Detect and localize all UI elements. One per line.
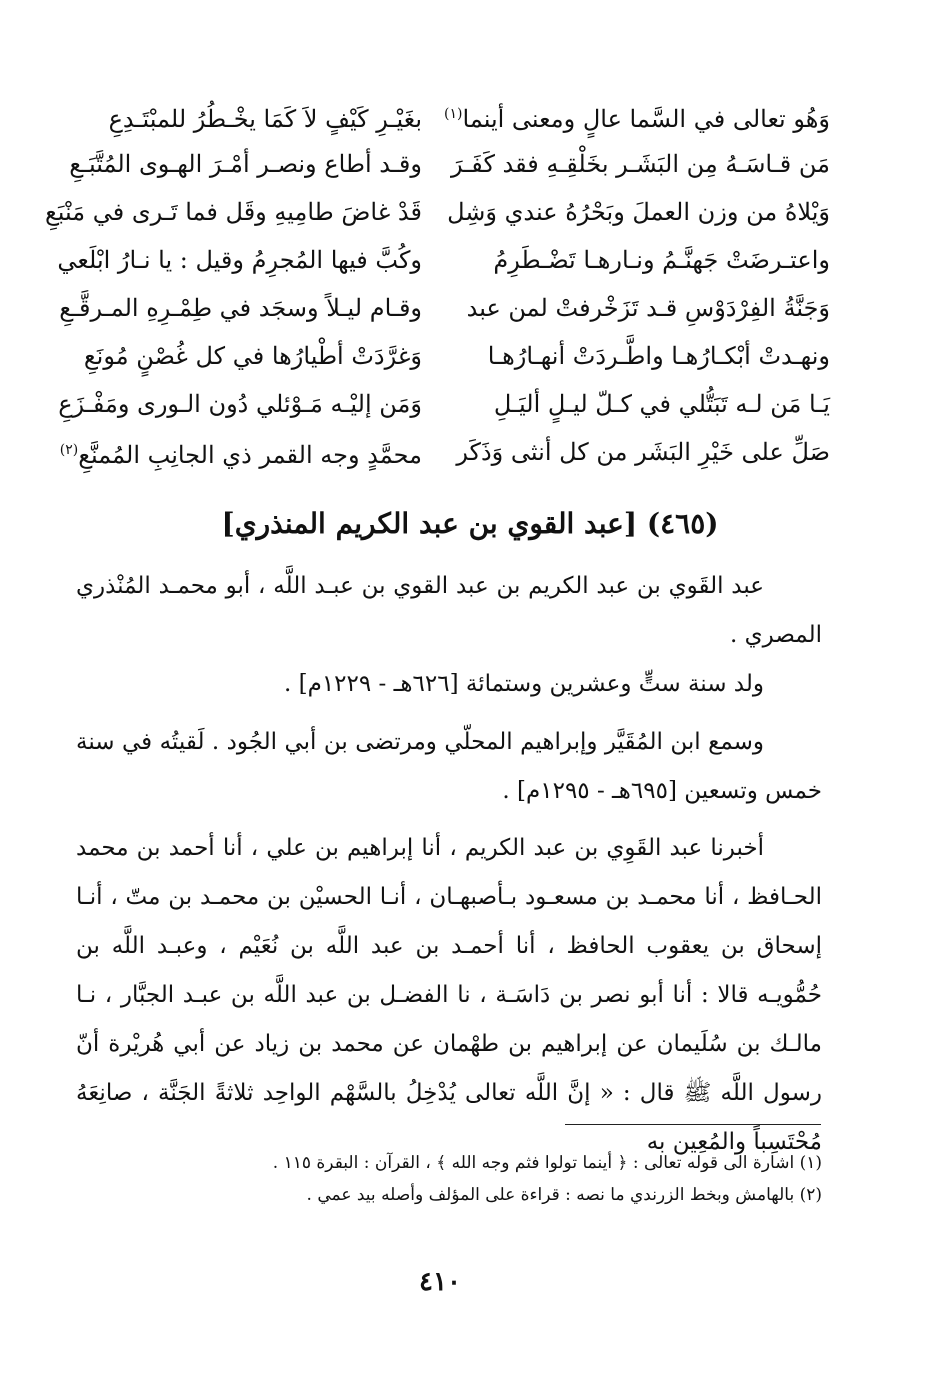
poem-right-hemistich: [478, 380, 830, 428]
poem-left-hemistich: [70, 332, 422, 380]
verse-text: واعتـرضَتْ جَهنَّـمُ ونـارهـا تَضْـطَرِمُ: [493, 246, 830, 274]
verse-text: قَدْ غاضَ طامِيهِ وقَل فما تَـرى في مَنْبَعِ: [45, 198, 422, 226]
poem-verse: [70, 140, 830, 188]
footnote-divider: [565, 1124, 821, 1125]
poem-verse: [59, 284, 830, 332]
paragraph-birth: ولد سنة ستٍّ وعشرين وستمائة [٦٢٦هـ - ١٢٢٩م] .: [283, 671, 764, 697]
poem-right-hemistich: [456, 428, 830, 476]
paragraph-teachers: وسمع ابن المُقَيَّر وإبراهيم المحلّي ومرتضى بن أبي الجُود . لَقيتُه في سنة خمس وتسعين [٦٩٥هـ - ١٢٩٥م] .: [76, 729, 822, 804]
verse-text: بغَيْـرِ كَيْفٍ لاَ كَمَا يخْـطُرُ للمبْتَـدِعِ: [108, 104, 422, 133]
poem-verse: [59, 428, 830, 476]
footnote-marker: (٢): [59, 441, 79, 458]
poem-verse: [58, 380, 830, 428]
verse-text: وقـام ليـلاً وسجَد في طِمْـرِهِ المـرقَّـعِ: [59, 294, 422, 322]
poem-verse: [45, 188, 830, 236]
poem-right-hemistich: [451, 140, 830, 188]
verse-text: وَهُو تعالى في السَّما عالٍ ومعنى أينما: [462, 104, 830, 133]
verse-text: يَـا مَن لـه تَبَتُّلي في كـلّ ليـلٍ أليَـلِ: [493, 390, 830, 418]
poem-left-hemistich: [70, 140, 422, 188]
footnote-2: (٢) بالهامش وبخط الزرندي ما نصه : قراءة على المؤلف وأصله بيد عمي .: [306, 1185, 822, 1205]
poem-right-hemistich: [478, 236, 830, 284]
poem-verse: [70, 332, 830, 380]
paragraph-hadith: أخبرنا عبد القَوِي بن عبد الكريم ، أنا إبراهيم بن علي ، أنا أحمد بن محمد الحـافظ ، أنا محمـد بن مسعـود بـأصبهـان ، أنـا الحسيْن بن محمـد بن متّ ، أنـا إسحاق بن يعقوب الحافظ ، أنا أحمـد بن عبد اللَّه بن نُعَيْم ، وعبـد اللَّه بن حُمُّويـه قالا : أنا أبو نصر بن دَاسَـة ، نا الفضـل بن عبد اللَّه بن عبـد الجبَّار ، نـا مالـك بن سُلَيمان عن إبراهيم بن طهْمان عن محمد بن زياد عن أبي هُريْرة أنّ رسول اللَّه ﷺ قال : « إنَّ اللَّه تعالى يُدْخِلُ بالسَّهْم الواحِد ثلاثةً الجَنَّة ، صانِعَهُ مُحْتَسِباً والمُعِين به: [76, 835, 822, 1155]
poem-left-hemistich: [59, 284, 422, 332]
page-number: ٤١٠: [419, 1267, 461, 1297]
poem-left-hemistich: [58, 380, 422, 428]
verse-text: محمَّدٍ وجه القمر ذي الجانِبِ المُمنَّعِ: [78, 440, 422, 469]
poem-right-hemistich: [466, 284, 830, 332]
verse-text: وقـد أطاع ونصـر أمْـرَ الهـوى المُتَّبَـعِ: [69, 150, 422, 178]
verse-text: وَجَنَّةُ الفِرْدَوْسِ قـد تَزَخْرفتْ لمن عبد: [466, 294, 830, 322]
poem-right-hemistich: [447, 188, 830, 236]
verse-text: وَغرَّدَتْ أطْيارُها في كل غُصْنٍ مُونَعِ: [83, 342, 422, 370]
poem-left-hemistich: [45, 188, 422, 236]
verse-text: صَلِّ على خَيْرِ البَشَر من كل أنثى وَذَكَر: [456, 438, 830, 466]
poem-right-hemistich: [478, 332, 830, 380]
poem-verse: [70, 92, 830, 140]
entry-heading: (٤٦٥) [عبد القوي بن عبد الكريم المنذري]: [221, 507, 719, 540]
poem-left-hemistich: [70, 90, 422, 143]
verse-text: وَيْلاهُ من وزن العملَ وبَحْرُهُ عندي وَشِل: [447, 198, 830, 226]
poem-verse: [57, 236, 830, 284]
footnote-marker: (١): [444, 105, 463, 122]
verse-text: وكُبَّ فيها المُجرِمُ وقيل : يا نـارُ ابْلَعي: [57, 246, 422, 274]
poem-left-hemistich: [59, 426, 422, 479]
verse-text: وَمَن إليْـه مَـوْئلي دُون الـورى ومَفْـزَعِ: [58, 390, 422, 418]
poem-right-hemistich: [444, 90, 830, 143]
verse-text: مَن قـاسَـهُ مِن البَشَـر بخَلْقِـهِ فقد كَفَـرَ: [451, 150, 830, 178]
verse-text: ونهـدتْ أبْكـارُهـا واطَّـردَتْ أنهـارُهـا: [487, 342, 830, 370]
paragraph-name: عبد القَوي بن عبد الكريم بن عبد القوي بن عبـد اللَّه ، أبو محمـد المُنْذري المصري .: [76, 573, 822, 648]
poem: [45, 92, 830, 472]
poem-left-hemistich: [57, 236, 422, 284]
footnote-1: (١) اشارة الى قوله تعالى : ﴿ أينما تولوا فثم وجه الله ﴾ ، القرآن : البقرة ١١٥ .: [272, 1153, 822, 1173]
